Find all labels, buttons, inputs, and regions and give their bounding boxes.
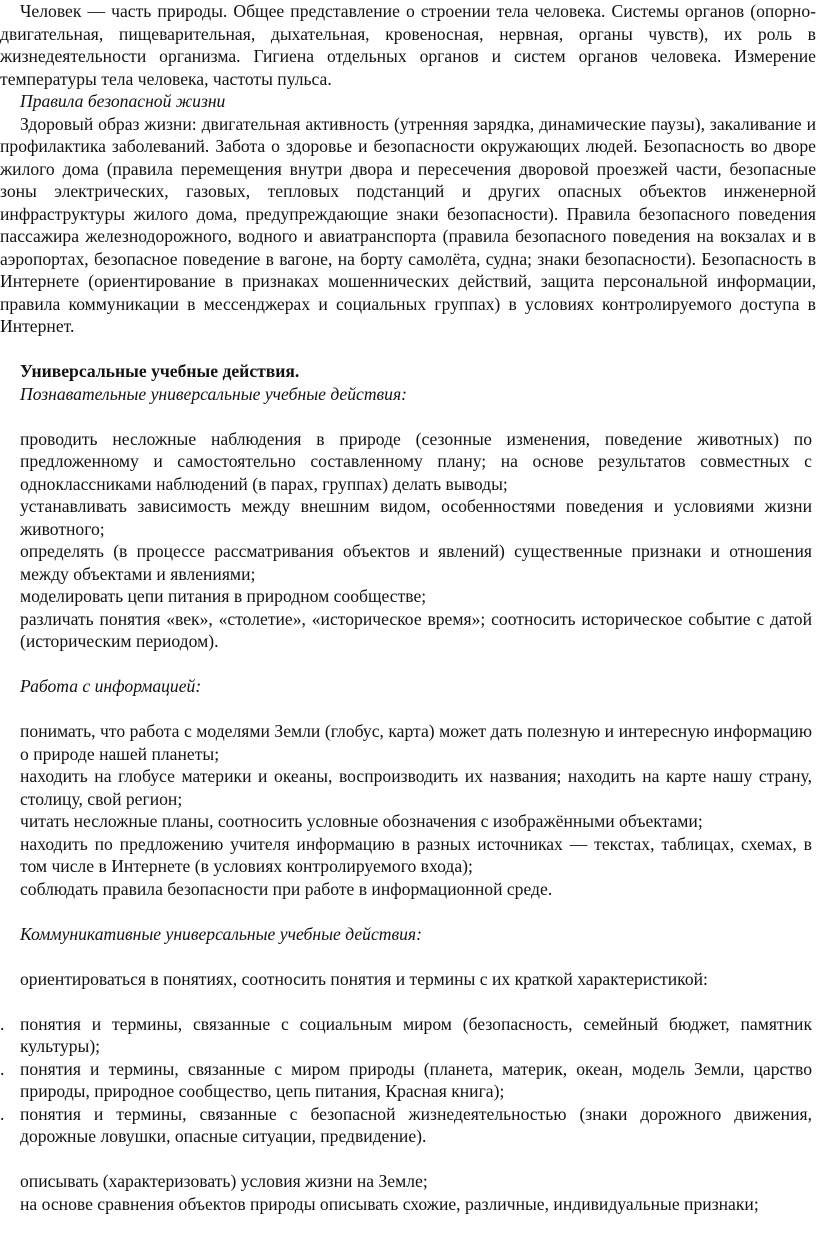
list-item-text: понятия и термины, связанные с социальным миром (безопасность, семейный бюджет, памятник культуры); — [20, 1013, 812, 1056]
uud-section-title: Универсальные учебные действия. — [20, 361, 300, 381]
spacer — [0, 945, 816, 968]
spacer — [0, 1148, 816, 1171]
list-item: описывать (характеризовать) условия жизни на Земле; — [20, 1171, 428, 1191]
list-marker: . — [0, 1103, 5, 1124]
spacer — [0, 990, 816, 1013]
list-item: на основе сравнения объектов природы описывать схожие, различные, индивидуальные признаки; — [20, 1193, 759, 1214]
communicative-lead: ориентироваться в понятиях, соотносить понятия и термины с их краткой характеристикой: — [20, 968, 708, 989]
spacer — [0, 338, 816, 361]
list-item: читать несложные планы, соотносить условные обозначения с изображёнными объектами; — [20, 811, 703, 831]
info-work-heading: Работа с информацией: — [20, 676, 202, 696]
spacer — [0, 698, 816, 721]
safety-rules-heading: Правила безопасной жизни — [20, 91, 226, 111]
list-item: находить на глобусе материки и океаны, воспроизводить их названия; находить на карте нашу страну, столицу, свой регион; — [20, 766, 812, 809]
spacer — [0, 653, 816, 676]
list-item: находить по предложению учителя информацию в разных источниках — текстах, таблицах, схемах, в том числе в Интернете (в условиях контролируемого входа); — [20, 833, 812, 876]
spacer — [0, 405, 816, 428]
cognitive-heading: Познавательные универсальные учебные действия: — [20, 383, 408, 404]
list-item — [0, 1058, 816, 1103]
list-marker: . — [0, 1058, 5, 1079]
list-item: моделировать цепи питания в природном сообществе; — [20, 586, 427, 606]
list-item-text: понятия и термины, связанные с миром природы (планета, материк, океан, модель Земли, царство природы, природное сообщество, цепь питания, Красная книга); — [20, 1058, 812, 1101]
communicative-heading: Коммуникативные универсальные учебные действия: — [20, 923, 422, 944]
list-item: понимать, что работа с моделями Земли (глобус, карта) может дать полезную и интересную информацию о природе нашей планеты; — [20, 721, 812, 764]
intro-paragraph-body: Человек — часть природы. Общее представление о строении тела человека. Системы органов (опорно-двигательная, пищеварительная, дыхательная, кровеносная, нервная, органы чувств), их роль в жизнедеятельности организма. Гигиена отдельных органов и систем органов человека. Измерение температуры тела человека, частоты пульса. — [0, 1, 816, 89]
list-item — [0, 1103, 816, 1148]
list-item: соблюдать правила безопасности при работе в информационной среде. — [20, 878, 553, 899]
list-item-text: понятия и термины, связанные с безопасной жизнедеятельностью (знаки дорожного движения, дорожные ловушки, опасные ситуации, предвидение). — [20, 1103, 812, 1146]
list-marker: . — [0, 1013, 5, 1034]
list-item: устанавливать зависимость между внешним видом, особенностями поведения и условиями жизни животного; — [20, 496, 812, 539]
list-item — [0, 1013, 816, 1058]
spacer — [0, 900, 816, 923]
list-item: определять (в процессе рассматривания объектов и явлений) существенные признаки и отношения между объектами и явлениями; — [20, 541, 812, 584]
healthy-lifestyle-paragraph: Здоровый образ жизни: двигательная активность (утренняя зарядка, динамические паузы), закаливание и профилактика заболеваний. Забота о здоровье и безопасности окружающих людей. Безопасность во дворе жилого дома (правила перемещения внутри двора и пересечения дворовой проезжей части, безопасные зоны электрических, газовых, тепловых подстанций и других опасных объектов инженерной инфраструктуры жилого дома, предупреждающие знаки безопасности). Правила безопасного поведения пассажира железнодорожного, водного и авиатранспорта (правила безопасного поведения на вокзалах и в аэропортах, безопасное поведение в вагоне, на борту самолёта, судна; знаки безопасности). Безопасность в Интернете (ориентирование в признаках мошеннических действий, защита персональной информации, правила коммуникации в мессенджерах и социальных группах) в условиях контролируемого доступа в Интернет. — [0, 113, 816, 336]
list-item: различать понятия «век», «столетие», «историческое время»; соотносить историческое событие с датой (историческим периодом). — [20, 608, 812, 651]
list-item: проводить несложные наблюдения в природе (сезонные изменения, поведение животных) по предложенному и самостоятельно составленному плану; на основе результатов совместных с одноклассниками наблюдений (в парах, группах) делать выводы; — [20, 428, 812, 494]
